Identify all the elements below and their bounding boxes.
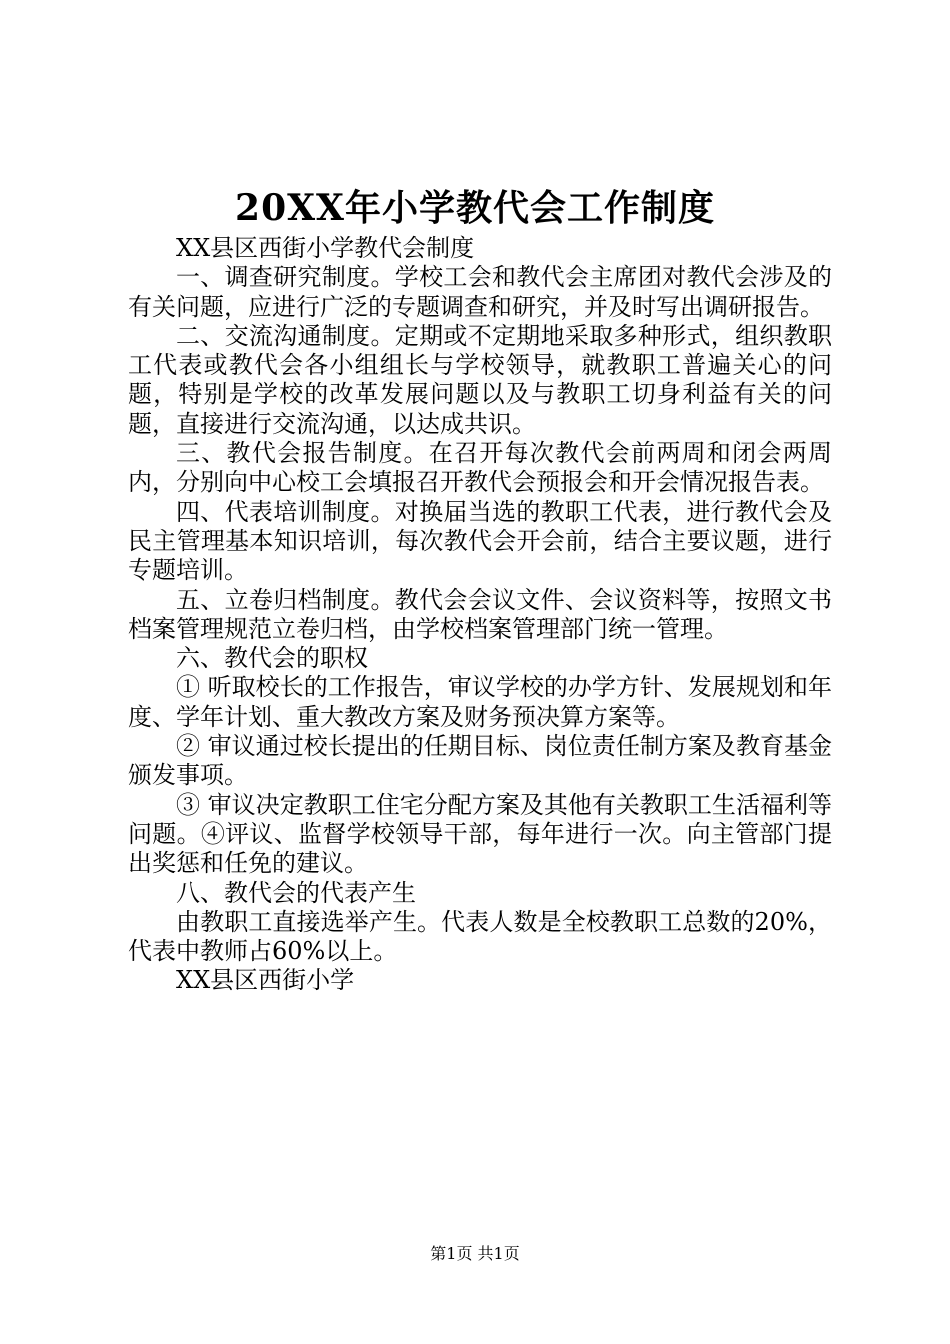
section-heading-powers: 六、教代会的职权 — [176, 644, 368, 673]
paragraph-training-system: 四、代表培训制度。对换届当选的教职工代表，进行教代会及民主管理基本知识培训，每次教代会开会前，结合主要议题，进行专题培训。 — [128, 497, 832, 585]
paragraph-archive-system: 五、立卷归档制度。教代会会议文件、会议资料等，按照文书档案管理规范立卷归档，由学校档案管理部门统一管理。 — [128, 585, 832, 643]
document-title: 20XX年小学教代会工作制度 — [235, 187, 715, 229]
paragraph-research-system: 一、调查研究制度。学校工会和教代会主席团对教代会涉及的有关问题，应进行广泛的专题调查和研究，并及时写出调研报告。 — [128, 263, 832, 321]
page-number-footer: 第1页 共1页 — [430, 1244, 520, 1263]
document-body — [128, 234, 832, 996]
list-item-power-1: ① 听取校长的工作报告，审议学校的办学方针、发展规划和年度、学年计划、重大教改方案及财务预决算方案等。 — [128, 673, 832, 731]
document-subtitle: XX县区西街小学教代会制度 — [176, 234, 475, 262]
section-heading-representatives: 八、教代会的代表产生 — [176, 878, 416, 907]
paragraph-communication-system: 二、交流沟通制度。定期或不定期地采取多种形式，组织教职工代表或教代会各小组组长与学校领导，就教职工普遍关心的问题，特别是学校的改革发展问题以及与教职工切身利益有关的问题，直接进行交流沟通，以达成共识。 — [128, 321, 832, 438]
paragraph-report-system: 三、教代会报告制度。在召开每次教代会前两周和闭会两周内，分别向中心校工会填报召开教代会预报会和开会情况报告表。 — [128, 439, 832, 497]
list-item-power-3: ③ 审议决定教职工住宅分配方案及其他有关教职工生活福利等问题。④评议、监督学校领导干部，每年进行一次。向主管部门提出奖惩和任免的建议。 — [128, 790, 832, 878]
document-signature: XX县区西街小学 — [176, 966, 355, 995]
paragraph-representatives: 由教职工直接选举产生。代表人数是全校教职工总数的20%，代表中教师占60%以上。 — [128, 907, 832, 966]
list-item-power-2: ② 审议通过校长提出的任期目标、岗位责任制方案及教育基金颁发事项。 — [128, 732, 832, 790]
